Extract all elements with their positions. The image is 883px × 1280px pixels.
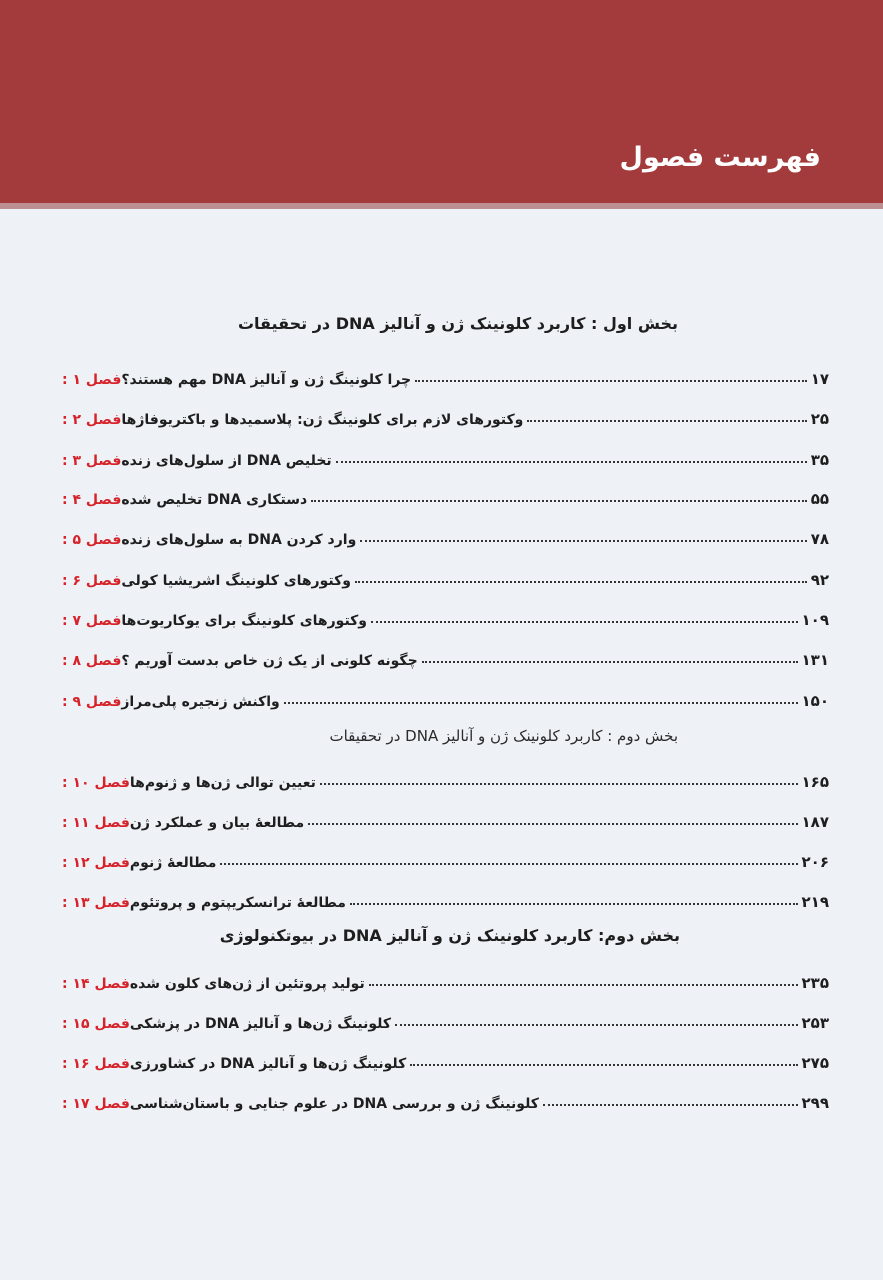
chapter-title: چرا کلونینگ ژن و آنالیز DNA مهم هستند؟ — [121, 372, 412, 388]
chapter-label: فصل ۴ : — [62, 492, 122, 508]
chapter-label: فصل ۸ : — [62, 653, 122, 669]
chapter-title: وارد کردن DNA به سلول‌های زنده — [121, 532, 357, 548]
toc-entry-7[interactable] — [56, 603, 829, 629]
chapter-label: فصل ۶ : — [62, 573, 122, 589]
header-divider — [0, 203, 883, 209]
chapter-title: دستکاری DNA تخلیص شده — [121, 492, 308, 508]
toc-entry-4[interactable] — [56, 482, 829, 508]
chapter-label: فصل ۱۵ : — [62, 1016, 130, 1032]
dot-leader — [410, 1064, 797, 1066]
toc-entry-13[interactable] — [56, 885, 829, 911]
dot-leader — [422, 661, 798, 663]
chapter-label: فصل ۱۰ : — [62, 775, 130, 791]
dot-leader — [336, 461, 807, 463]
toc-entry-8[interactable] — [56, 643, 829, 669]
toc-entry-14[interactable] — [56, 966, 829, 992]
toc-entry-17[interactable] — [56, 1086, 829, 1112]
dot-leader — [220, 863, 797, 865]
chapter-label: فصل ۱۴ : — [62, 976, 130, 992]
dot-leader — [308, 823, 797, 825]
dot-leader — [527, 420, 806, 422]
dot-leader — [350, 903, 798, 905]
page-number: ۳۵ — [810, 451, 829, 469]
page-number: ۹۲ — [810, 571, 829, 589]
chapter-title: وکتورهای کلونینگ اشریشیا کولی — [121, 573, 351, 589]
chapter-title: تخلیص DNA از سلول‌های زنده — [121, 453, 332, 469]
chapter-title: کلونینگ ژن و بررسی DNA در علوم جنایی و باستان‌شناسی — [129, 1096, 539, 1112]
dot-leader — [371, 621, 798, 623]
toc-entry-12[interactable] — [56, 845, 829, 871]
page-number: ۲۵ — [810, 410, 829, 428]
chapter-label: فصل ۳ : — [62, 453, 122, 469]
page-number: ۲۹۹ — [801, 1094, 829, 1112]
chapter-title: کلونینگ ژن‌ها و آنالیز DNA در پزشکی — [129, 1016, 391, 1032]
toc-entry-11[interactable] — [56, 805, 829, 831]
page-number: ۷۸ — [810, 530, 829, 548]
toc-entry-15[interactable] — [56, 1006, 829, 1032]
page-number: ۱۸۷ — [801, 813, 829, 831]
chapter-label: فصل ۱۱ : — [62, 815, 130, 831]
page-number: ۱۶۵ — [801, 773, 829, 791]
chapter-title: مطالعهٔ ترانسکریپتوم و پروتئوم — [129, 895, 346, 911]
dot-leader — [360, 540, 806, 542]
chapter-label: فصل ۹ : — [62, 694, 122, 710]
dot-leader — [355, 581, 807, 583]
chapter-label: فصل ۱۲ : — [62, 855, 130, 871]
dot-leader — [415, 380, 807, 382]
chapter-label: فصل ۱۷ : — [62, 1096, 130, 1112]
chapter-title: چگونه کلونی از یک ژن خاص بدست آوریم ؟ — [121, 653, 418, 669]
toc-entry-2[interactable] — [56, 402, 829, 428]
dot-leader — [543, 1104, 798, 1106]
dot-leader — [311, 500, 807, 502]
page-number: ۱۷ — [810, 370, 829, 388]
toc-entry-10[interactable] — [56, 765, 829, 791]
page-number: ۱۰۹ — [801, 611, 829, 629]
chapter-title: مطالعهٔ بیان و عملکرد ژن — [129, 815, 305, 831]
chapter-label: فصل ۲ : — [62, 412, 122, 428]
section-heading-part-1: بخش اول : کاربرد کلونینک ژن و آنالیز DNA در تحقیقات — [237, 314, 678, 333]
page-number: ۲۱۹ — [801, 893, 829, 911]
toc-entry-6[interactable] — [56, 563, 829, 589]
page-number: ۲۳۵ — [801, 974, 829, 992]
page-number: ۲۰۶ — [801, 853, 829, 871]
page-number: ۲۵۳ — [801, 1014, 829, 1032]
chapter-title: تعیین توالی ژن‌ها و ژنوم‌ها — [129, 775, 316, 791]
toc-entry-1[interactable] — [56, 362, 829, 388]
dot-leader — [320, 783, 798, 785]
toc-entry-5[interactable] — [56, 522, 829, 548]
chapter-label: فصل ۵ : — [62, 532, 122, 548]
dot-leader — [395, 1024, 798, 1026]
section-heading-part-2: بخش دوم : کاربرد کلونینک ژن و آنالیز DNA در تحقیقات — [329, 727, 678, 745]
page-number: ۱۵۰ — [801, 692, 829, 710]
page-title: فهرست فصول — [619, 142, 821, 173]
chapter-title: واکنش زنجیره پلی‌مراز — [121, 694, 280, 710]
section-heading-part-3: بخش دوم: کاربرد کلونینک ژن و آنالیز DNA در بیوتکنولوژی — [219, 926, 680, 945]
chapter-label: فصل ۱ : — [62, 372, 122, 388]
page-number: ۵۵ — [810, 490, 829, 508]
chapter-title: وکتورهای لازم برای کلونینگ ژن: پلاسمیدها و باکتریوفاژها — [121, 412, 524, 428]
dot-leader — [369, 984, 798, 986]
page-number: ۱۳۱ — [801, 651, 829, 669]
chapter-title: مطالعهٔ ژنوم — [129, 855, 217, 871]
chapter-title: کلونینگ ژن‌ها و آنالیز DNA در کشاورزی — [129, 1056, 407, 1072]
chapter-title: وکتورهای کلونینگ برای یوکاریوت‌ها — [121, 613, 367, 629]
chapter-label: فصل ۷ : — [62, 613, 122, 629]
toc-entry-9[interactable] — [56, 684, 829, 710]
page-number: ۲۷۵ — [801, 1054, 829, 1072]
toc-entry-16[interactable] — [56, 1046, 829, 1072]
toc-entry-3[interactable] — [56, 443, 829, 469]
chapter-label: فصل ۱۶ : — [62, 1056, 130, 1072]
chapter-title: تولید پروتئین از ژن‌های کلون شده — [129, 976, 365, 992]
chapter-label: فصل ۱۳ : — [62, 895, 130, 911]
dot-leader — [284, 702, 798, 704]
